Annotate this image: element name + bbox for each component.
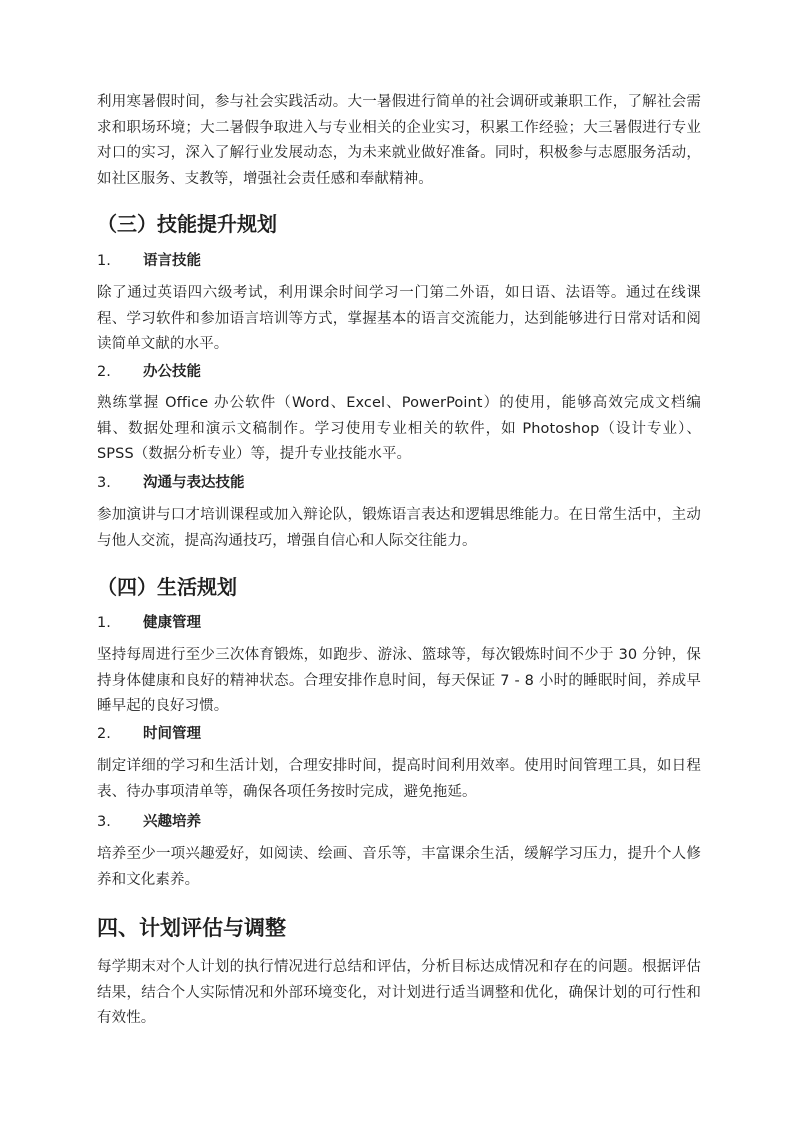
life-heading-block — [97, 573, 701, 601]
intro-block — [97, 90, 701, 192]
life-item-3-body — [97, 842, 701, 893]
item-number: 3. — [97, 475, 111, 491]
item-paragraph: 坚持每周进行至少三次体育锻炼，如跑步、游泳、篮球等，每次锻炼时间不少于 30 分钟，保持身体健康和良好的精神状态。合理安排作息时间，每天保证 7 - 8 小时的睡眠时间，养成早睡早起的良好习惯。 — [97, 647, 701, 714]
item-title: 办公技能 — [143, 364, 201, 380]
item-paragraph: 除了通过英语四六级考试，利用课余时间学习一门第二外语，如日语、法语等。通过在线课程、学习软件和参加语言培训等方式，掌握基本的语言交流能力，达到能够进行日常对话和阅读简单文献的水平。 — [97, 285, 701, 352]
eval-paragraph: 每学期末对个人计划的执行情况进行总结和评估，分析目标达成情况和存在的问题。根据评估结果，结合个人实际情况和外部环境变化，对计划进行适当调整和优化，确保计划的可行性和有效性。 — [97, 959, 701, 1026]
skills-item-3-body — [97, 503, 701, 554]
skills-item-3-title — [97, 472, 701, 494]
item-paragraph: 熟练掌握 Office 办公软件（Word、Excel、PowerPoint）的使用，能够高效完成文档编辑、数据处理和演示文稿制作。学习使用专业相关的软件，如 Photoshop（设计专业）、SPSS（数据分析专业）等，提升专业技能水平。 — [97, 395, 701, 462]
intro-paragraph: 利用寒暑假时间，参与社会实践活动。大一暑假进行简单的社会调研或兼职工作，了解社会需求和职场环境；大二暑假争取进入与专业相关的企业实习，积累工作经验；大三暑假进行专业对口的实习，深入了解行业发展动态，为未来就业做好准备。同时，积极参与志愿服务活动，如社区服务、支教等，增强社会责任感和奉献精神。 — [97, 94, 701, 187]
skills-item-2-body — [97, 391, 701, 468]
item-number: 2. — [97, 364, 111, 380]
item-paragraph: 培养至少一项兴趣爱好，如阅读、绘画、音乐等，丰富课余生活，缓解学习压力，提升个人修养和文化素养。 — [97, 846, 701, 888]
item-title: 兴趣培养 — [143, 814, 201, 830]
eval-heading-block — [97, 913, 701, 943]
skills-item-1-body — [97, 281, 701, 358]
item-number: 2. — [97, 726, 111, 742]
item-number: 1. — [97, 253, 111, 269]
life-item-1-body — [97, 643, 701, 720]
item-paragraph: 参加演讲与口才培训课程或加入辩论队，锻炼语言表达和逻辑思维能力。在日常生活中，主动与他人交流，提高沟通技巧，增强自信心和人际交往能力。 — [97, 507, 701, 549]
skills-item-2-title — [97, 361, 701, 383]
life-item-1-title — [97, 612, 701, 634]
life-item-2-body — [97, 754, 701, 805]
item-title: 语言技能 — [143, 253, 201, 269]
section-heading-eval: 四、计划评估与调整 — [97, 916, 286, 940]
item-number: 1. — [97, 615, 111, 631]
eval-body — [97, 955, 701, 1032]
life-item-2-title — [97, 723, 701, 745]
skills-item-1-title — [97, 250, 701, 272]
section-heading-life: （四）生活规划 — [97, 575, 237, 599]
item-paragraph: 制定详细的学习和生活计划，合理安排时间，提高时间利用效率。使用时间管理工具，如日程表、待办事项清单等，确保各项任务按时完成，避免拖延。 — [97, 758, 701, 800]
item-number: 3. — [97, 814, 111, 830]
item-title: 健康管理 — [143, 615, 201, 631]
life-item-3-title — [97, 811, 701, 833]
skills-heading-block — [97, 210, 701, 238]
section-heading-skills: （三）技能提升规划 — [97, 212, 277, 236]
item-title: 时间管理 — [143, 726, 201, 742]
item-title: 沟通与表达技能 — [143, 475, 245, 491]
